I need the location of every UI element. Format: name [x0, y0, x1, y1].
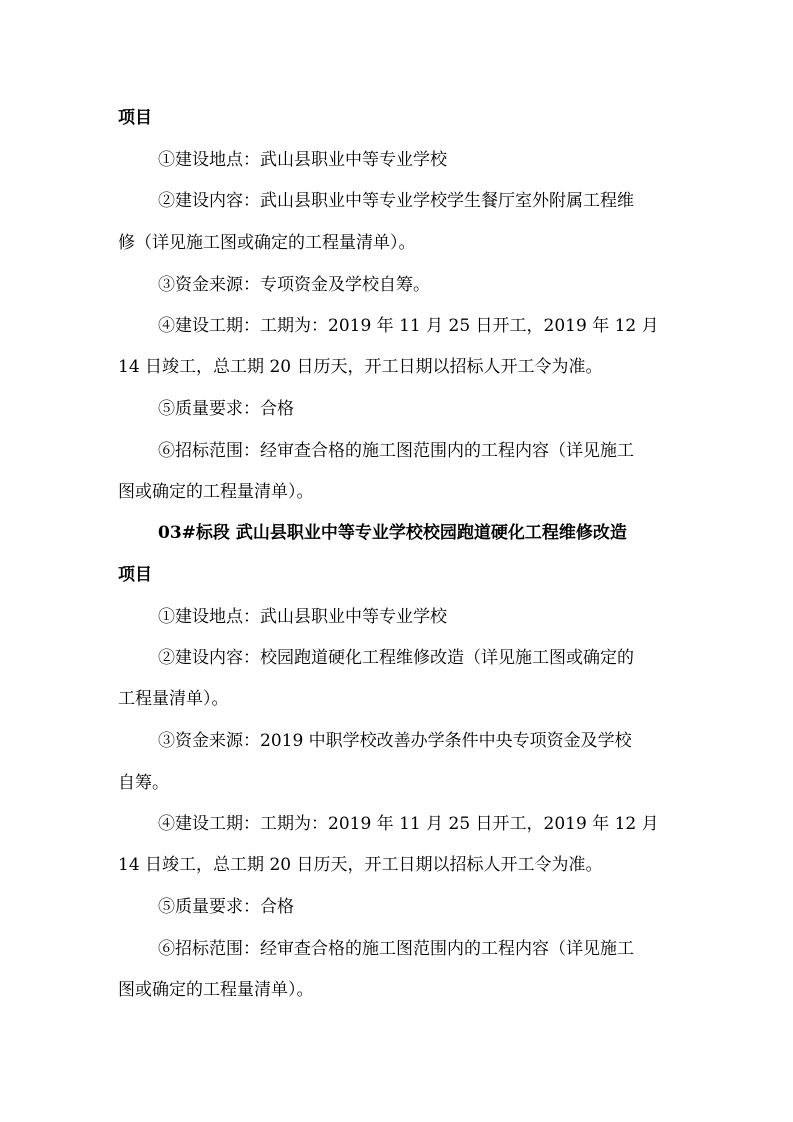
section2-quality: ⑤质量要求：合格 [158, 897, 294, 917]
section2-period-line2: 14 日竣工，总工期 20 日历天，开工日期以招标人开工令为准。 [118, 855, 603, 875]
section1-scope-line2: 图或确定的工程量清单）。 [118, 482, 314, 502]
section1-location: ①建设地点：武山县职业中等专业学校 [158, 150, 447, 170]
section2-content-line2: 工程量清单）。 [118, 689, 229, 709]
section1-period-line2: 14 日竣工，总工期 20 日历天，开工日期以招标人开工令为准。 [118, 357, 603, 377]
section2-scope-line1: ⑥招标范围：经审查合格的施工图范围内的工程内容（详见施工 [158, 939, 634, 959]
section2-location: ①建设地点：武山县职业中等专业学校 [158, 607, 447, 627]
section2-funding-line2: 自筹。 [118, 773, 169, 793]
section1-scope-line1: ⑥招标范围：经审查合格的施工图范围内的工程内容（详见施工 [158, 441, 634, 461]
section2-funding-line1: ③资金来源：2019 中职学校改善办学条件中央专项资金及学校 [158, 731, 632, 751]
section1-content-line1: ②建设内容：武山县职业中等专业学校学生餐厅室外附属工程维 [158, 191, 634, 211]
section2-content-line1: ②建设内容：校园跑道硬化工程维修改造（详见施工图或确定的 [158, 648, 634, 668]
section2-heading-line1: 03#标段 武山县职业中等专业学校校园跑道硬化工程维修改造 [158, 523, 627, 543]
section1-heading-tail: 项目 [118, 108, 152, 128]
section1-content-line2: 修（详见施工图或确定的工程量清单）。 [118, 233, 416, 253]
section1-funding: ③资金来源：专项资金及学校自筹。 [158, 275, 430, 295]
section1-quality: ⑤质量要求：合格 [158, 399, 294, 419]
section2-scope-line2: 图或确定的工程量清单）。 [118, 980, 314, 1000]
section2-period-line1: ④建设工期：工期为：2019 年 11 月 25 日开工，2019 年 12 月 [158, 814, 659, 834]
section1-period-line1: ④建设工期：工期为：2019 年 11 月 25 日开工，2019 年 12 月 [158, 316, 659, 336]
section2-heading-line2: 项目 [118, 565, 152, 585]
